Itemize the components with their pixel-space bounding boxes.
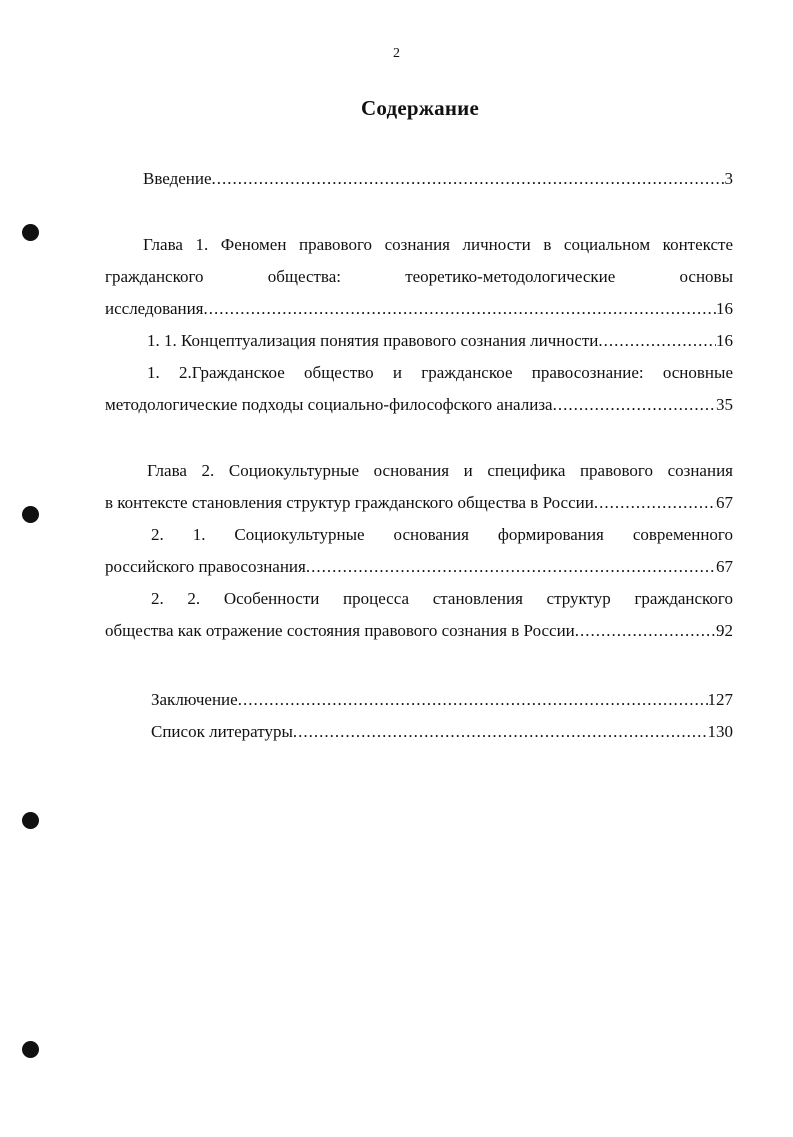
toc-entry-text: Глава 2. Социокультурные основания и специфика правового сознания xyxy=(147,461,733,480)
toc-page-number: 127 xyxy=(707,690,733,709)
table-of-contents xyxy=(105,163,733,748)
toc-entry-text: 2. 1. Социокультурные основания формирования современного xyxy=(151,525,733,544)
toc-entry-text: общества как отражение состояния правового сознания в России xyxy=(105,621,575,640)
toc-entry-text: 2. 2. Особенности процесса становления структур гражданского xyxy=(151,589,733,608)
toc-page-number: 3 xyxy=(724,169,733,188)
toc-entry-text: Глава 1. Феномен правового сознания личности в социальном контексте xyxy=(143,235,733,254)
toc-entry-references[interactable] xyxy=(105,716,733,748)
toc-page-number: 92 xyxy=(716,621,733,640)
toc-page-number: 130 xyxy=(707,722,733,741)
binder-hole-mark xyxy=(22,506,39,523)
toc-entry-chapter-2[interactable] xyxy=(105,455,733,519)
toc-entry-text: исследования xyxy=(105,299,204,318)
toc-entry-text: российского правосознания xyxy=(105,557,306,576)
toc-entry-text: Заключение xyxy=(151,690,238,709)
toc-entry-text: Список литературы xyxy=(151,722,293,741)
toc-entry-introduction[interactable] xyxy=(105,163,733,195)
binder-hole-mark xyxy=(22,1041,39,1058)
toc-entry-section-2-1[interactable] xyxy=(105,519,733,583)
dot-leader xyxy=(594,487,716,519)
toc-page-number: 16 xyxy=(716,299,733,318)
dot-leader xyxy=(553,389,716,421)
toc-page-number: 67 xyxy=(716,557,733,576)
dot-leader xyxy=(575,615,716,647)
toc-entry-section-1-1[interactable] xyxy=(105,325,733,357)
toc-entry-chapter-1[interactable] xyxy=(105,229,733,325)
toc-entry-text: 1. 2.Гражданское общество и гражданское правосознание: основные xyxy=(147,363,733,382)
toc-entry-text: методологические подходы социально-философского анализа xyxy=(105,395,553,414)
toc-entry-text: в контексте становления структур гражданского общества в России xyxy=(105,493,594,512)
page-title: Содержание xyxy=(361,96,479,120)
toc-page-number: 16 xyxy=(716,331,733,350)
binder-hole-mark xyxy=(22,224,39,241)
toc-entry-text: 1. 1. Концептуализация понятия правового сознания личности xyxy=(147,331,599,350)
dot-leader xyxy=(598,325,716,357)
toc-entry-conclusion[interactable] xyxy=(105,684,733,716)
dot-leader xyxy=(238,684,708,716)
page-number: 2 xyxy=(393,46,400,61)
dot-leader xyxy=(212,163,725,195)
dot-leader xyxy=(293,716,708,748)
toc-entry-text: Введение xyxy=(143,169,212,188)
toc-page-number: 35 xyxy=(716,395,733,414)
toc-entry-section-2-2[interactable] xyxy=(105,583,733,647)
toc-page-number: 67 xyxy=(716,493,733,512)
dot-leader xyxy=(204,293,716,325)
toc-entry-section-1-2[interactable] xyxy=(105,357,733,421)
binder-hole-mark xyxy=(22,812,39,829)
dot-leader xyxy=(306,551,716,583)
toc-entry-text: гражданского общества: теоретико-методологические основы xyxy=(105,267,733,286)
